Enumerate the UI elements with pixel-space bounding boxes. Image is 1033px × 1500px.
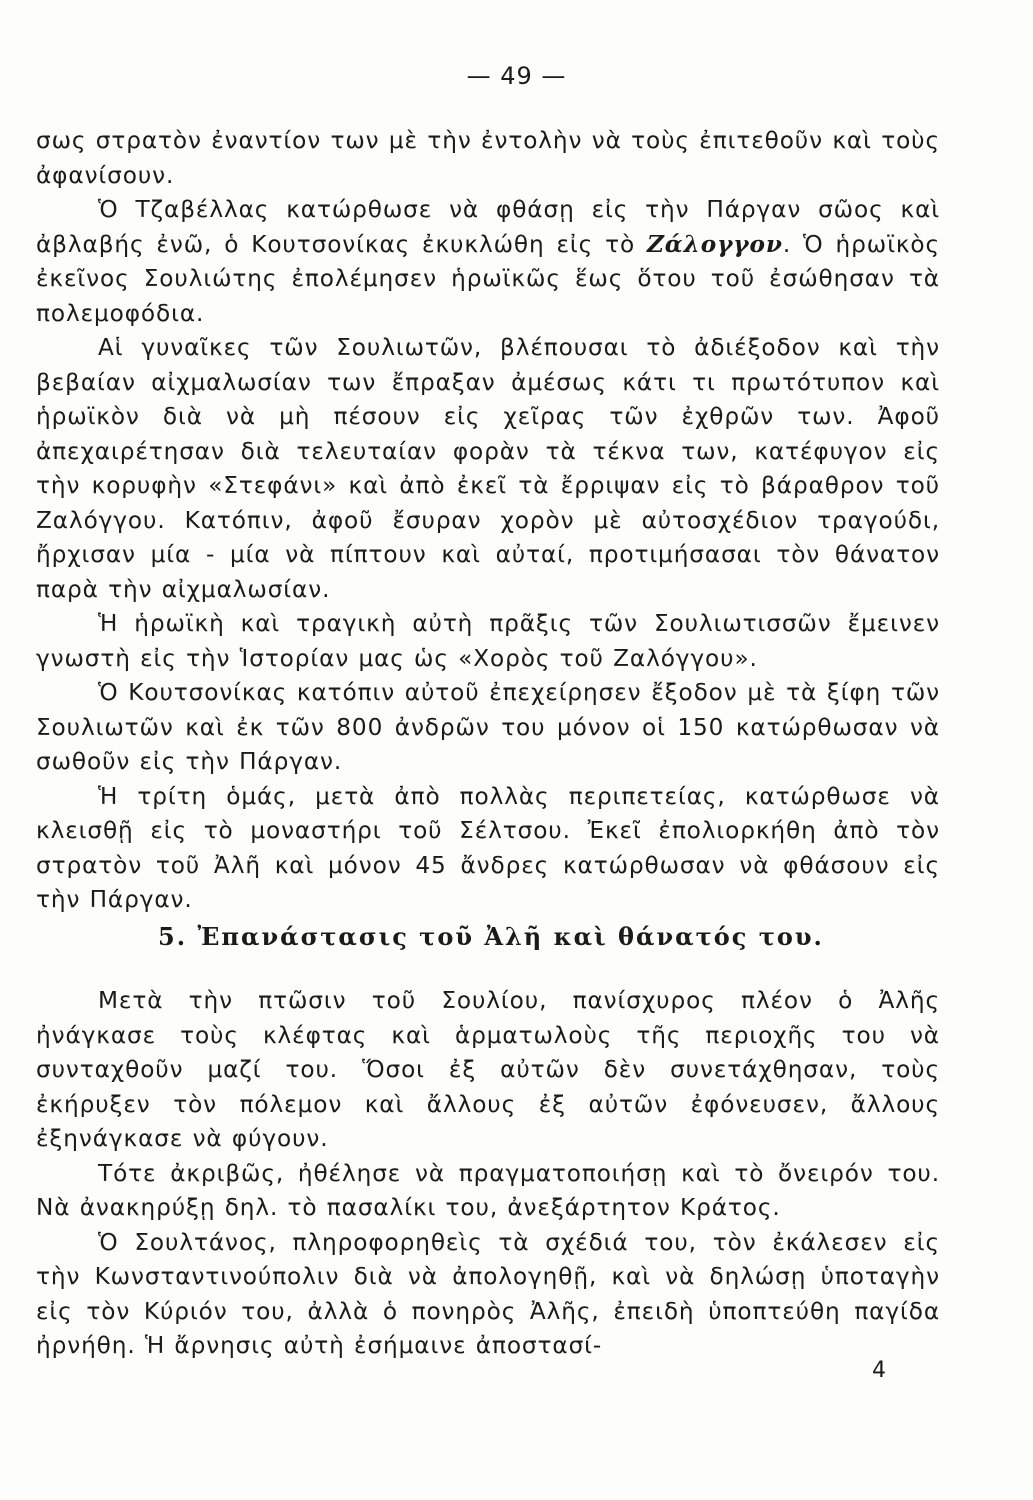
paragraph-after-souli: Μετὰ τὴν πτῶσιν τοῦ Σουλίου, πανίσχυρος πλέον ὁ Ἀλῆς ἠνάγκασε τοὺς κλέφτας καὶ ἁρματωλοὺς τῆς περιοχῆς του νὰ συνταχθοῦν μαζί του. Ὅσοι ἐξ αὐτῶν δὲν συνετάχθησαν, τοὺς ἐκήρυξεν τὸν πόλεμον καὶ ἄλλους ἐξ αὐτῶν ἐφόνευσεν, ἄλλους ἐξηνάγκασε νὰ φύγουν. (36, 987, 940, 1152)
paragraph-text: Ὁ Τζαβέλλας κατώρθωσε νὰ φθάσῃ εἰς τὴν Πάργαν σῶος καὶ ἀβλαβής ἐνῶ, ὁ Κουτσονίκας ἐκυκλώθη εἰς τὸ (36, 196, 940, 258)
paragraph-third-group: Ἡ τρίτη ὁμάς, μετὰ ἀπὸ πολλὰς περιπετείας, κατώρθωσε νὰ κλεισθῇ εἰς τὸ μοναστήρι τοῦ Σέλτσου. Ἐκεῖ ἐπολιορκήθη ἀπὸ τὸν στρατὸν τοῦ Ἀλῆ καὶ μόνον 45 ἄνδρες κατώρθωσαν νὰ φθάσουν εἰς τὴν Πάργαν. (36, 782, 940, 913)
paragraph-tzavellas (36, 193, 940, 331)
paragraph-text: . Ὁ ἡρωϊκὸς ἐκεῖνος Σουλιώτης ἐπολέμησεν ἡρωϊκῶς ἕως ὅτου τοῦ ἐσώθησαν τὰ πολεμοφόδια. (36, 230, 940, 327)
paragraph-women: Αἱ γυναῖκες τῶν Σουλιωτῶν, βλέπουσαι τὸ ἀδιέξοδον καὶ τὴν βεβαίαν αἰχμαλωσίαν των ἔπραξαν ἀμέσως κάτι τι πρωτότυπον καὶ ἡρωϊκὸν διὰ νὰ μὴ πέσουν εἰς χεῖρας τῶν ἐχθρῶν των. Ἀφοῦ ἀπεχαιρέτησαν διὰ τελευταίαν φορὰν τὰ τέκνα των, κατέφυγον εἰς τὴν κορυφὴν «Στεφάνι» καὶ ἀπὸ ἐκεῖ τὰ ἔρριψαν εἰς τὸ βάραθρον τοῦ Ζαλόγγου. Κατόπιν, ἀφοῦ ἔσυραν χορὸν μὲ αὐτοσχέδιον τραγούδι, ἤρχισαν μία - μία νὰ πίπτουν καὶ αὐταί, προτιμήσασαι τὸν θάνατον παρὰ τὴν αἰχμαλωσίαν. (36, 334, 940, 603)
page-number: — 49 — (466, 62, 567, 90)
text-block-lower (36, 984, 940, 1364)
emphasized-place-name: Ζάλογγον (646, 230, 783, 258)
paragraph-dream: Τότε ἀκριβῶς, ἠθέλησε νὰ πραγματοποιήσῃ καὶ τὸ ὄνειρόν του. Νὰ ἀνακηρύξῃ δηλ. τὸ πασαλίκι του, ἀνεξάρτητον Κράτος. (36, 1159, 940, 1221)
signature-mark: 4 (872, 1358, 886, 1383)
section-heading: 5. Ἐπανάστασις τοῦ Ἀλῆ καὶ θάνατός του. (158, 922, 824, 951)
paragraph-dance: Ἡ ἡρωϊκὴ καὶ τραγικὴ αὐτὴ πρᾶξις τῶν Σουλιωτισσῶν ἔμεινεν γνωστὴ εἰς τὴν Ἱστορίαν μας ὡς «Χορὸς τοῦ Ζαλόγγου». (36, 610, 940, 672)
text-block-upper (36, 124, 940, 918)
paragraph-sultan: Ὁ Σουλτάνος, πληροφορηθεὶς τὰ σχέδιά του, τὸν ἐκάλεσεν εἰς τὴν Κωνσταντινούπολιν διὰ νὰ ἀπολογηθῇ, καὶ νὰ δηλώσῃ ὑποταγὴν εἰς τὸν Κύριόν του, ἀλλὰ ὁ πονηρὸς Ἀλῆς, ἐπειδὴ ὑποπτεύθη παγίδα ἠρνήθη. Ἡ ἄρνησις αὐτὴ ἐσήμαινε ἀποστασί- (36, 1228, 940, 1359)
paragraph-continuation: σως στρατὸν ἐναντίον των μὲ τὴν ἐντολὴν νὰ τοὺς ἐπιτεθοῦν καὶ τοὺς ἀφανίσουν. (36, 127, 940, 189)
paragraph-koutsonikas: Ὁ Κουτσονίκας κατόπιν αὐτοῦ ἐπεχείρησεν ἔξοδον μὲ τὰ ξίφη τῶν Σουλιωτῶν καὶ ἐκ τῶν 800 ἀνδρῶν του μόνον οἱ 150 κατώρθωσαν νὰ σωθοῦν εἰς τὴν Πάργαν. (36, 679, 940, 775)
